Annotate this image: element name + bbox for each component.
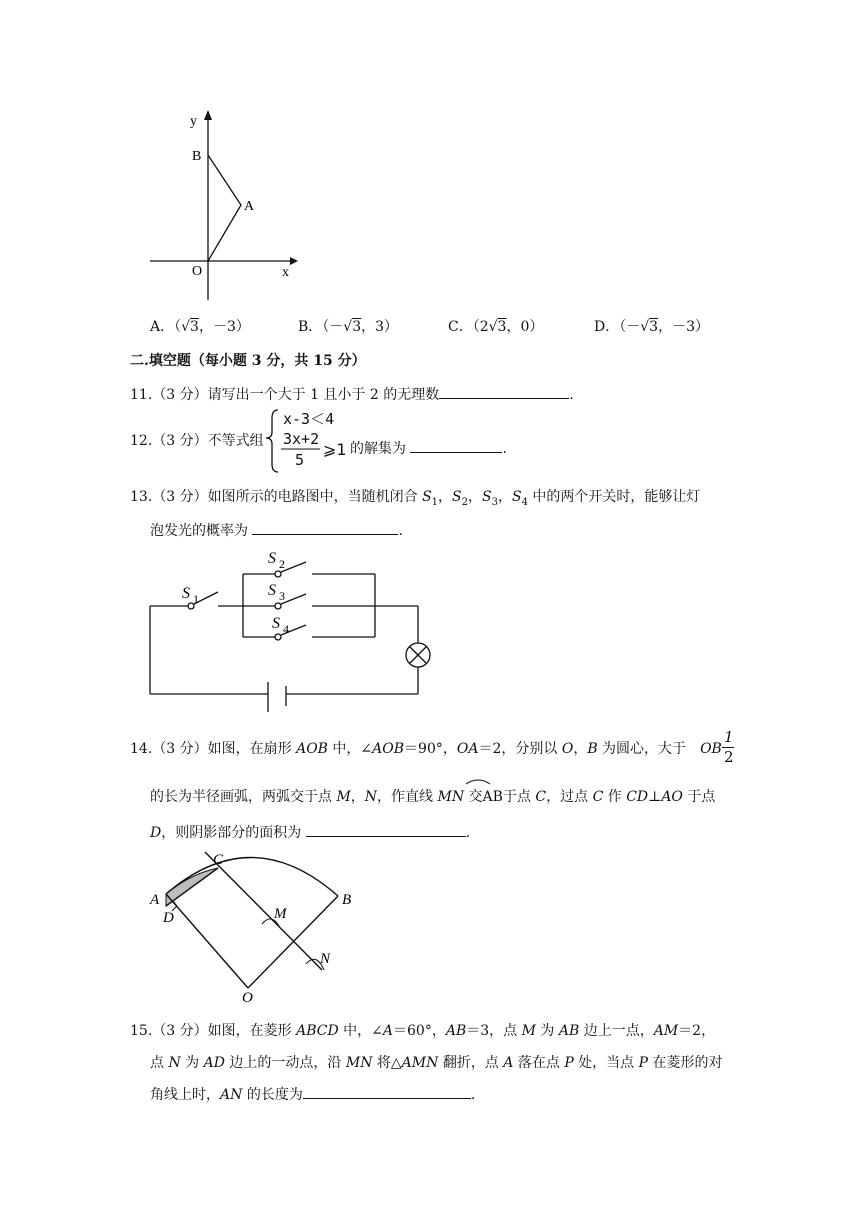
q13-s1-sub: 1 bbox=[431, 496, 439, 508]
q15-an: AN bbox=[220, 1087, 243, 1103]
q10-option-d: D．（－√3，－3） bbox=[594, 319, 709, 335]
q14-mn: MN bbox=[437, 789, 465, 805]
q15-mn: MN bbox=[345, 1055, 373, 1071]
q13-s1: S bbox=[422, 489, 432, 505]
opt-a-rad: 3 bbox=[190, 319, 199, 335]
fig-label-d: D bbox=[163, 910, 174, 926]
q15-a: A bbox=[382, 1023, 393, 1039]
label-s4: S bbox=[272, 615, 280, 632]
section-title: 二.填空题（每小题 3 分，共 15 分） bbox=[130, 353, 366, 369]
q15-ad: AD bbox=[203, 1055, 225, 1071]
q15-t5: 为 bbox=[535, 1023, 559, 1039]
q15-m: M bbox=[521, 1023, 536, 1039]
q15-amn: AMN bbox=[401, 1055, 439, 1071]
question-15-line1 bbox=[130, 1020, 715, 1040]
q13-number: 13.（3 分） bbox=[130, 489, 208, 505]
opt-c-rad: 3 bbox=[497, 319, 507, 335]
label-s3: S bbox=[268, 582, 276, 599]
q14-l2-t3: ，作直线 bbox=[377, 789, 438, 805]
q14-c: C bbox=[535, 789, 547, 805]
opt-b-post: ，3） bbox=[361, 319, 399, 335]
q14-t1: 如图，在扇形 bbox=[207, 741, 297, 757]
opt-b-rad: 3 bbox=[352, 319, 362, 335]
q15-t1: 如图，在菱形 bbox=[207, 1023, 297, 1039]
q12-post: 的解集为 bbox=[350, 441, 406, 457]
q15-t7: ＝2， bbox=[678, 1023, 716, 1039]
q14-ob: OB bbox=[700, 741, 722, 757]
y-axis-label: y bbox=[190, 114, 197, 129]
q13-s4: S bbox=[511, 489, 522, 505]
q14-number: 14.（3 分） bbox=[130, 741, 208, 757]
q14-b: B bbox=[587, 741, 598, 757]
q14-l2-t1: 的长为半径画弧，两弧交于点 bbox=[150, 789, 337, 805]
q14-l2-t8: ⊥ bbox=[648, 789, 662, 805]
q14-l3-t1: ，则阴影部分的面积为 bbox=[161, 825, 302, 841]
line-mn bbox=[205, 852, 322, 970]
label-s1-sub: 1 bbox=[193, 592, 199, 606]
q15-p2: P bbox=[638, 1055, 649, 1071]
q12-inequality-1: x-3＜4 bbox=[283, 410, 335, 428]
q15-t3: ＝60°， bbox=[393, 1023, 446, 1039]
q14-cd: CD bbox=[626, 789, 649, 805]
opt-d-rad: 3 bbox=[649, 319, 659, 335]
label-s2-sub: 2 bbox=[279, 557, 285, 571]
q10-option-a: A．（√3，－3） bbox=[150, 319, 250, 335]
q14-l2-t2: ， bbox=[350, 789, 365, 805]
opt-a-post: ，－3） bbox=[198, 319, 250, 335]
q14-ao: AO bbox=[661, 789, 683, 805]
q15-l3-t1: 角线上时， bbox=[150, 1087, 220, 1103]
point-a-label: A bbox=[244, 199, 255, 214]
q11-end: . bbox=[569, 387, 574, 403]
opt-b-pre: B．（－ bbox=[298, 319, 344, 335]
opt-a-pre: A．（ bbox=[150, 319, 182, 335]
label-s4-sub: 4 bbox=[283, 622, 289, 636]
q15-n: N bbox=[168, 1055, 181, 1071]
q13-end: . bbox=[398, 523, 403, 539]
q15-l2-t3: 将△ bbox=[372, 1055, 402, 1071]
q15-ab: AB bbox=[445, 1023, 467, 1039]
question-15-line2 bbox=[150, 1052, 723, 1072]
q15-l2-t7: 在菱形的对 bbox=[648, 1055, 723, 1071]
q15-l2-t1: 为 bbox=[180, 1055, 204, 1071]
q14-t3: ＝90°， bbox=[404, 741, 457, 757]
q14-l2-t6: ，过点 bbox=[546, 789, 593, 805]
q14-l2-t7: 作 bbox=[603, 789, 627, 805]
point-b-label: B bbox=[192, 149, 202, 164]
label-s2: S bbox=[268, 550, 276, 567]
q15-abcd: ABCD bbox=[296, 1023, 339, 1039]
q14-o: O bbox=[561, 741, 574, 757]
opt-c-pre: C．（2 bbox=[448, 319, 489, 335]
q15-end: . bbox=[470, 1087, 476, 1103]
q14-arc-ab: AB bbox=[482, 789, 503, 805]
q15-t2: 中，∠ bbox=[338, 1023, 383, 1039]
q15-t6: 边上一点， bbox=[579, 1023, 654, 1039]
q15-l3-t2: 的长度为 bbox=[242, 1087, 303, 1103]
q13-s4-sub: 4 bbox=[521, 496, 528, 508]
q15-ab2: AB bbox=[558, 1023, 580, 1039]
q12-end: . bbox=[502, 441, 507, 457]
opt-d-pre: D．（－ bbox=[594, 319, 641, 335]
q14-aob2: AOB bbox=[372, 741, 405, 757]
q12-fraction-numerator: 3x+2 bbox=[283, 430, 320, 448]
label-s3-sub: 3 bbox=[279, 589, 285, 603]
q14-oa: OA bbox=[456, 741, 479, 757]
q10-option-b: B．（－√3，3） bbox=[298, 319, 399, 335]
q13-s3-sub: 3 bbox=[491, 496, 498, 508]
q11-number: 11.（3 分） bbox=[130, 387, 208, 403]
q14-frac-den: 2 bbox=[724, 748, 734, 766]
opt-d-post: ，－3） bbox=[658, 319, 709, 335]
fig-label-o: O bbox=[242, 990, 253, 1006]
q11-text: 请写出一个大于 1 且小于 2 的无理数 bbox=[207, 387, 440, 403]
q15-t4: ＝3，点 bbox=[466, 1023, 522, 1039]
fig-label-m: M bbox=[274, 906, 287, 922]
q14-c2: C bbox=[592, 789, 604, 805]
q13-text1: 如图所示的电路图中，当随机闭合 bbox=[207, 489, 423, 505]
q14-aob: AOB bbox=[296, 741, 328, 757]
q15-am: AM bbox=[653, 1023, 679, 1039]
fig-label-a: A bbox=[150, 892, 160, 908]
q13-s2-sub: 2 bbox=[461, 496, 469, 508]
q15-p: P bbox=[564, 1055, 574, 1071]
q13-text2: 中的两个开关时，能够让灯 bbox=[527, 489, 701, 505]
q13-line2-text: 泡发光的概率为 bbox=[150, 523, 248, 539]
q14-t4: ＝2，分别以 bbox=[478, 741, 562, 757]
q15-l2-t4: 翻折，点 bbox=[438, 1055, 504, 1071]
fig-label-n: N bbox=[320, 951, 331, 967]
q15-answer-blank[interactable] bbox=[303, 1084, 471, 1099]
q15-l2-t5: 落在点 bbox=[513, 1055, 565, 1071]
fig-label-c: C bbox=[213, 852, 224, 868]
q13-s3: S bbox=[482, 489, 492, 505]
q12-pre: 不等式组 bbox=[207, 433, 264, 449]
radius-oa bbox=[166, 894, 248, 988]
q15-l2-t6: 处，当点 bbox=[573, 1055, 639, 1071]
question-13-line1: 13.（3 分）如图所示的电路图中，当随机闭合 $S_1$，$S_2$，$S_3$，$S_4$ 中的两个开关时，能够让灯 bbox=[130, 489, 701, 508]
opt-c-post: ，0） bbox=[506, 319, 544, 335]
q14-d: D bbox=[150, 825, 162, 841]
q14-frac-num: 1 bbox=[724, 728, 734, 746]
question-15-line3 bbox=[150, 1084, 475, 1104]
q15-number: 15.（3 分） bbox=[130, 1023, 208, 1039]
q14-t2: 中，∠ bbox=[327, 741, 373, 757]
q14-n: N bbox=[364, 789, 378, 805]
q15-a2: A bbox=[503, 1055, 514, 1071]
q10-option-c: C．（2√3，0） bbox=[448, 319, 544, 335]
q15-l2-t2: 边上的一动点，沿 bbox=[224, 1055, 346, 1071]
label-s1: S bbox=[182, 585, 190, 602]
q13-s2: S bbox=[452, 489, 462, 505]
q14-t6: 为圆心，大于 bbox=[597, 741, 687, 757]
origin-label: O bbox=[192, 264, 203, 279]
q14-m: M bbox=[336, 789, 351, 805]
q14-l2-t5: 于点 bbox=[502, 789, 536, 805]
q14-l2-t9: 于点 bbox=[682, 789, 716, 805]
x-axis-label: x bbox=[282, 265, 289, 280]
q14-end: . bbox=[465, 825, 471, 841]
q14-t5: ， bbox=[573, 741, 588, 757]
q15-l2-t0: 点 bbox=[150, 1055, 169, 1071]
fig-label-b: B bbox=[342, 892, 352, 908]
q12-inequality-rhs: ⩾1 bbox=[323, 440, 347, 459]
q12-number: 12.（3 分） bbox=[130, 433, 208, 449]
q12-fraction-denominator: 5 bbox=[295, 451, 305, 469]
q14-l2-t4: 交 bbox=[464, 789, 483, 805]
